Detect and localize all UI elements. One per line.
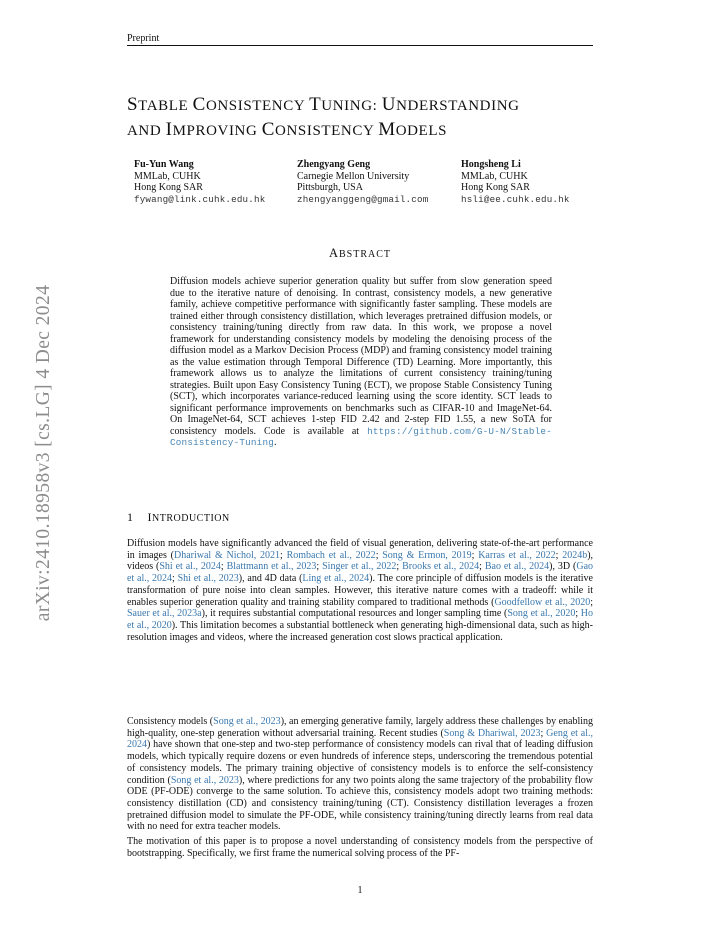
- citation-link[interactable]: Rombach et al., 2022: [286, 549, 376, 561]
- text: ), 3D (: [549, 561, 577, 573]
- author-name: Hongsheng Li: [461, 159, 521, 170]
- citation-link[interactable]: Blattmann et al., 2023: [226, 561, 317, 573]
- citation-link[interactable]: Karras et al., 2022: [478, 549, 556, 561]
- author-affiliation: MMLab, CUHK: [461, 170, 528, 182]
- citation-link[interactable]: Gao et al., 2024: [127, 561, 594, 585]
- text: ;: [590, 596, 594, 608]
- title-smallcaps: NDERSTANDING: [396, 98, 520, 114]
- section-title-rest: NTRODUCTION: [152, 513, 230, 524]
- abstract-end: .: [274, 437, 277, 448]
- author-block: [297, 159, 428, 205]
- text: ;: [220, 561, 227, 573]
- text: Consistency models (: [127, 716, 214, 727]
- author-email[interactable]: zhengyanggeng@gmail.com: [297, 193, 429, 205]
- citation-link[interactable]: Dhariwal & Nichol, 2021: [174, 549, 281, 561]
- text: ;: [375, 549, 383, 561]
- citation-link[interactable]: Goodfellow et al., 2020: [494, 596, 591, 608]
- header-rule: [127, 45, 593, 46]
- author-block: [134, 159, 265, 205]
- text: ;: [575, 608, 581, 620]
- citation-link[interactable]: Shi et al., 2023: [177, 573, 239, 585]
- text: ). This limitation becomes a substantial bottleneck when generating high-dimensional data, such as high-resolution images and videos, where the increased generation cost slows practical application.: [127, 619, 593, 643]
- section-heading-introduction: [127, 510, 230, 525]
- citation-link[interactable]: 2024b: [562, 549, 588, 561]
- author-name: Fu-Yun Wang: [134, 159, 194, 170]
- intro-paragraph-1: [127, 538, 593, 643]
- citation-link[interactable]: Song et al., 2020: [507, 608, 576, 620]
- author-location: Pittsburgh, USA: [297, 182, 363, 193]
- abstract-heading: [0, 246, 720, 261]
- text: ;: [555, 549, 563, 561]
- title-smallcaps: TABLE: [138, 98, 193, 114]
- citation-link[interactable]: Song et al., 2023: [213, 716, 281, 727]
- author-name: Zhengyang Geng: [297, 159, 371, 170]
- text: ), where predictions for any two points along the same trajectory of the probability flow ODE (PF-ODE) converge to the same solution. To achieve this, consistency models adopt two training methods: consistency distillation (CD) and consistency training/tuning (CT). Consistency distillation leverages a frozen pretrained diffusion model to simulate the PF-ODE, while consistency training/tuning directly learns from real data with no need for extra teacher models.: [127, 774, 594, 833]
- author-email[interactable]: fywang@link.cuhk.edu.hk: [134, 193, 266, 205]
- title-smallcaps: ODELS: [395, 123, 448, 139]
- title-cap: M: [378, 119, 396, 140]
- text: ). The core principle of diffusion models is the iterative transformation of pure noise into clean samples. However, this iterative nature comes with a tradeoff: while it enables superior generation quality and training stability compared to traditional methods (: [127, 573, 593, 608]
- paper-title: [127, 93, 607, 143]
- abstract-body: [170, 276, 552, 449]
- title-smallcaps: MPROVING: [172, 123, 262, 139]
- running-header: Preprint: [127, 33, 160, 44]
- author-email[interactable]: hsli@ee.cuhk.edu.hk: [461, 193, 570, 205]
- text: ), an emerging generative family, largely address these challenges by enabling high-quality, one-step generation without adversarial training. Recent studies (: [127, 716, 594, 739]
- citation-link[interactable]: Singer et al., 2022: [322, 561, 397, 573]
- text: ) have shown that one-step and two-step performance of consistency models can rival that of leading diffusion models, which typically require dozens or even hundreds of inference steps, underscoring the tremendous potential of consistency models. The primary training objective of consistency models is to enforce the self-consistency condition (: [127, 739, 593, 786]
- text: ), videos (: [127, 549, 594, 573]
- section-number: 1: [127, 510, 134, 524]
- citation-link[interactable]: Brooks et al., 2024: [402, 561, 480, 573]
- text: ;: [280, 549, 287, 561]
- abstract-heading-cap: A: [328, 246, 339, 260]
- intro-paragraph-3: The motivation of this paper is to propose a novel understanding of consistency models from the perspective of bootstrapping. Specifically, we first frame the numerical solving process of the PF-: [127, 836, 593, 859]
- citation-link[interactable]: Song & Ermon, 2019: [382, 549, 472, 561]
- title-cap: U: [381, 94, 397, 115]
- title-smallcaps: AND: [127, 123, 166, 139]
- author-location: Hong Kong SAR: [461, 182, 530, 193]
- citation-link[interactable]: Geng et al., 2024: [127, 727, 594, 751]
- text: ;: [316, 561, 323, 573]
- title-line-1: [127, 93, 607, 118]
- text: ;: [396, 561, 403, 573]
- citation-link[interactable]: Ho et al., 2020: [127, 608, 594, 631]
- abstract-heading-rest: BSTRACT: [339, 249, 392, 260]
- text: ;: [540, 727, 547, 739]
- author-affiliation: Carnegie Mellon University: [297, 170, 410, 182]
- title-line-2: [127, 118, 607, 143]
- arxiv-side-stamp: arXiv:2410.18958v3 [cs.LG] 4 Dec 2024: [33, 284, 54, 622]
- citation-link[interactable]: Bao et al., 2024: [484, 561, 550, 573]
- citation-link[interactable]: Sauer et al., 2023a: [127, 608, 202, 620]
- abstract-text: Diffusion models achieve superior generation quality but suffer from slow generation speed due to the iterative nature of denoising. In contrast, consistency models, a new generative family, achieve competitive performance with significantly faster sampling. These models are trained either through consistency distillation, which leverages pretrained diffusion models, or consistency training/tuning directly from raw data. In this work, we propose a novel framework for understanding consistency models by modeling the denoising process of the diffusion model as a Markov Decision Process (MDP) and framing consistency model training as the value estimation through Temporal Difference (TD) Learning. More importantly, this framework allows us to analyze the limitations of current consistency training/tuning strategies. Built upon Easy Consistency Tuning (ECT), we propose Stable Consistency Tuning (SCT), which incorporates variance-reduced learning using the score identity. SCT leads to significant performance improvements on benchmarks such as CIFAR-10 and ImageNet-64. On ImageNet-64, SCT achieves 1-step FID 2.42 and 2-step FID 1.55, a new SoTA for consistency models. Code is available at: [170, 276, 552, 437]
- author-location: Hong Kong SAR: [134, 182, 203, 193]
- text: ;: [172, 573, 178, 585]
- section-title-cap: I: [147, 510, 152, 524]
- title-smallcaps: UNING:: [321, 98, 382, 114]
- text: ;: [479, 561, 485, 573]
- title-smallcaps: ONSISTENCY: [275, 123, 379, 139]
- title-cap: S: [127, 94, 139, 115]
- author-block: [461, 159, 570, 205]
- text: ), it requires substantial computational resources and longer sampling time (: [201, 608, 508, 620]
- citation-link[interactable]: Shi et al., 2024: [159, 561, 221, 573]
- intro-paragraph-2: [127, 716, 593, 833]
- page-number: 1: [357, 885, 363, 896]
- title-cap: C: [192, 94, 206, 115]
- text: ;: [471, 549, 479, 561]
- author-affiliation: MMLab, CUHK: [134, 170, 201, 182]
- title-smallcaps: ONSISTENCY: [205, 98, 310, 114]
- citation-link[interactable]: Song & Dhariwal, 2023: [443, 727, 541, 739]
- title-cap: I: [165, 119, 173, 140]
- text: Diffusion models have significantly advanced the field of visual generation, delivering state-of-the-art performance in images (: [127, 538, 593, 561]
- title-cap: C: [261, 119, 276, 140]
- text: ), and 4D data (: [238, 573, 303, 585]
- title-cap: T: [309, 94, 322, 115]
- citation-link[interactable]: Ling et al., 2024: [302, 573, 370, 585]
- code-link[interactable]: https://github.com/G-U-N/Stable-Consistency-Tuning: [170, 425, 552, 448]
- citation-link[interactable]: Song et al., 2023: [170, 774, 239, 786]
